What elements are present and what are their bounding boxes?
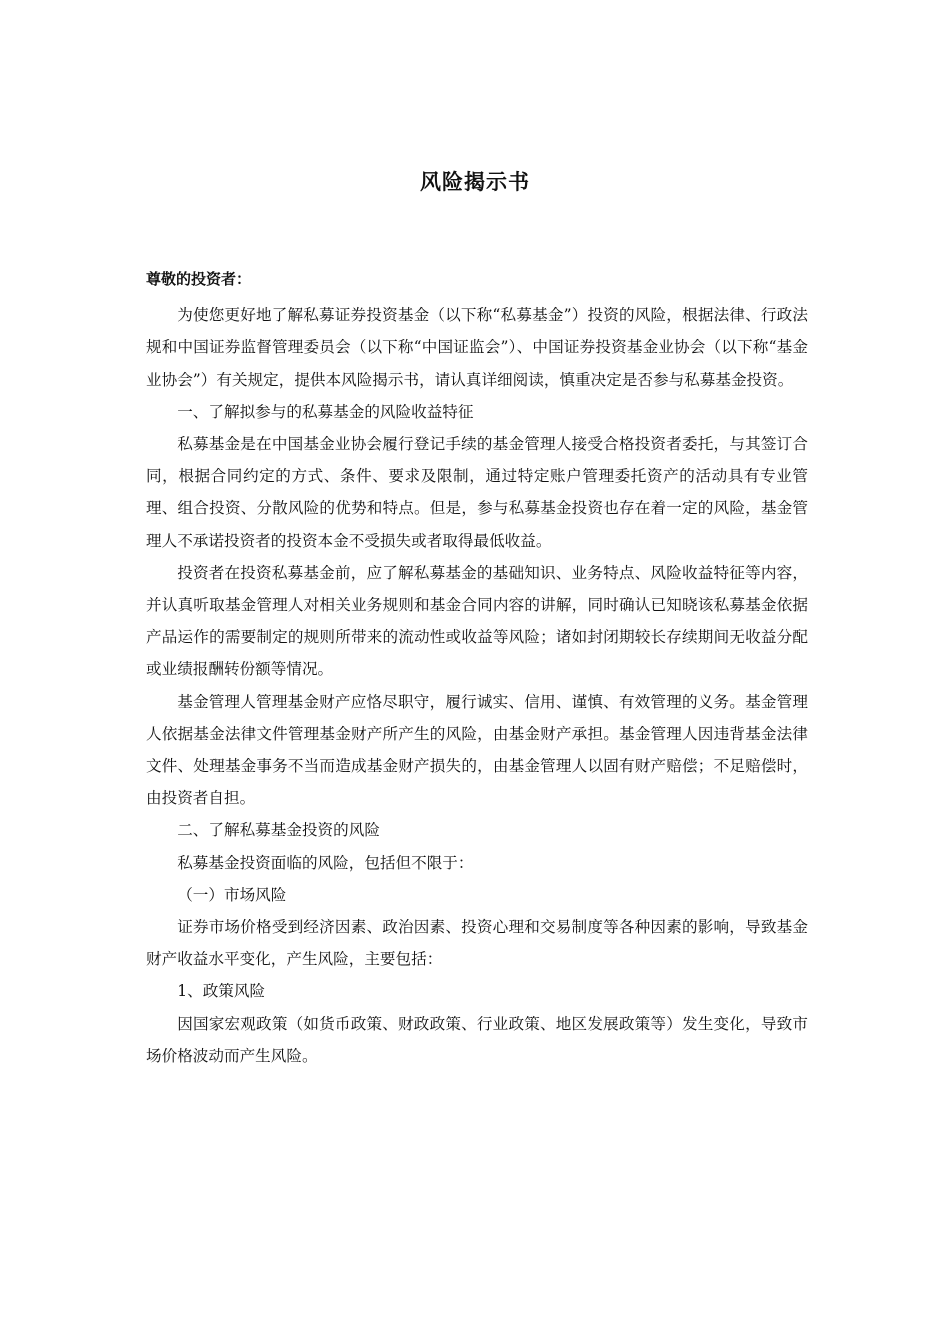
paragraph: 因国家宏观政策（如货币政策、财政政策、行业政策、地区发展政策等）发生变化，导致市场价格波动而产生风险。 [146, 1014, 808, 1065]
subsection-heading-market-risk: （一）市场风险 [177, 885, 287, 904]
salutation: 尊敬的投资者： [146, 270, 252, 288]
paragraph: 投资者在投资私募基金前，应了解私募基金的基础知识、业务特点、风险收益特征等内容，并认真听取基金管理人对相关业务规则和基金合同内容的讲解，同时确认已知晓该私募基金依据产品运作的需要制定的规则所带来的流动性或收益等风险；诸如封闭期较长存续期间无收益分配或业绩报酬转份额等情况。 [146, 563, 808, 679]
document-title: 风险揭示书 [420, 170, 530, 194]
paragraph-intro: 为使您更好地了解私募证券投资基金（以下称“私募基金”）投资的风险，根据法律、行政法规和中国证券监督管理委员会（以下称“中国证监会”）、中国证券投资基金业协会（以下称“基金业协会”）有关规定，提供本风险揭示书，请认真详细阅读，慎重决定是否参与私募基金投资。 [146, 306, 808, 389]
document-body [146, 263, 808, 1072]
paragraph: 私募基金是在中国基金业协会履行登记手续的基金管理人接受合格投资者委托，与其签订合同，根据合同约定的方式、条件、要求及限制，通过特定账户管理委托资产的活动具有专业管理、组合投资、分散风险的优势和特点。但是，参与私募基金投资也存在着一定的风险，基金管理人不承诺投资者的投资本金不受损失或者取得最低收益。 [146, 435, 808, 550]
paragraph: 证券市场价格受到经济因素、政治因素、投资心理和交易制度等各种因素的影响，导致基金财产收益水平变化，产生风险，主要包括： [146, 918, 808, 969]
paragraph: 私募基金投资面临的风险，包括但不限于： [177, 853, 474, 872]
section-heading-2: 二、了解私募基金投资的风险 [177, 821, 380, 840]
section-heading-1: 一、了解拟参与的私募基金的风险收益特征 [177, 402, 474, 421]
paragraph: 基金管理人管理基金财产应恪尽职守，履行诚实、信用、谨慎、有效管理的义务。基金管理人依据基金法律文件管理基金财产所产生的风险，由基金财产承担。基金管理人因违背基金法律文件、处理基金事务不当而造成基金财产损失的，由基金管理人以固有财产赔偿；不足赔偿时，由投资者自担。 [146, 692, 808, 808]
subsection-heading-policy-risk: 1、政策风险 [177, 982, 266, 1001]
